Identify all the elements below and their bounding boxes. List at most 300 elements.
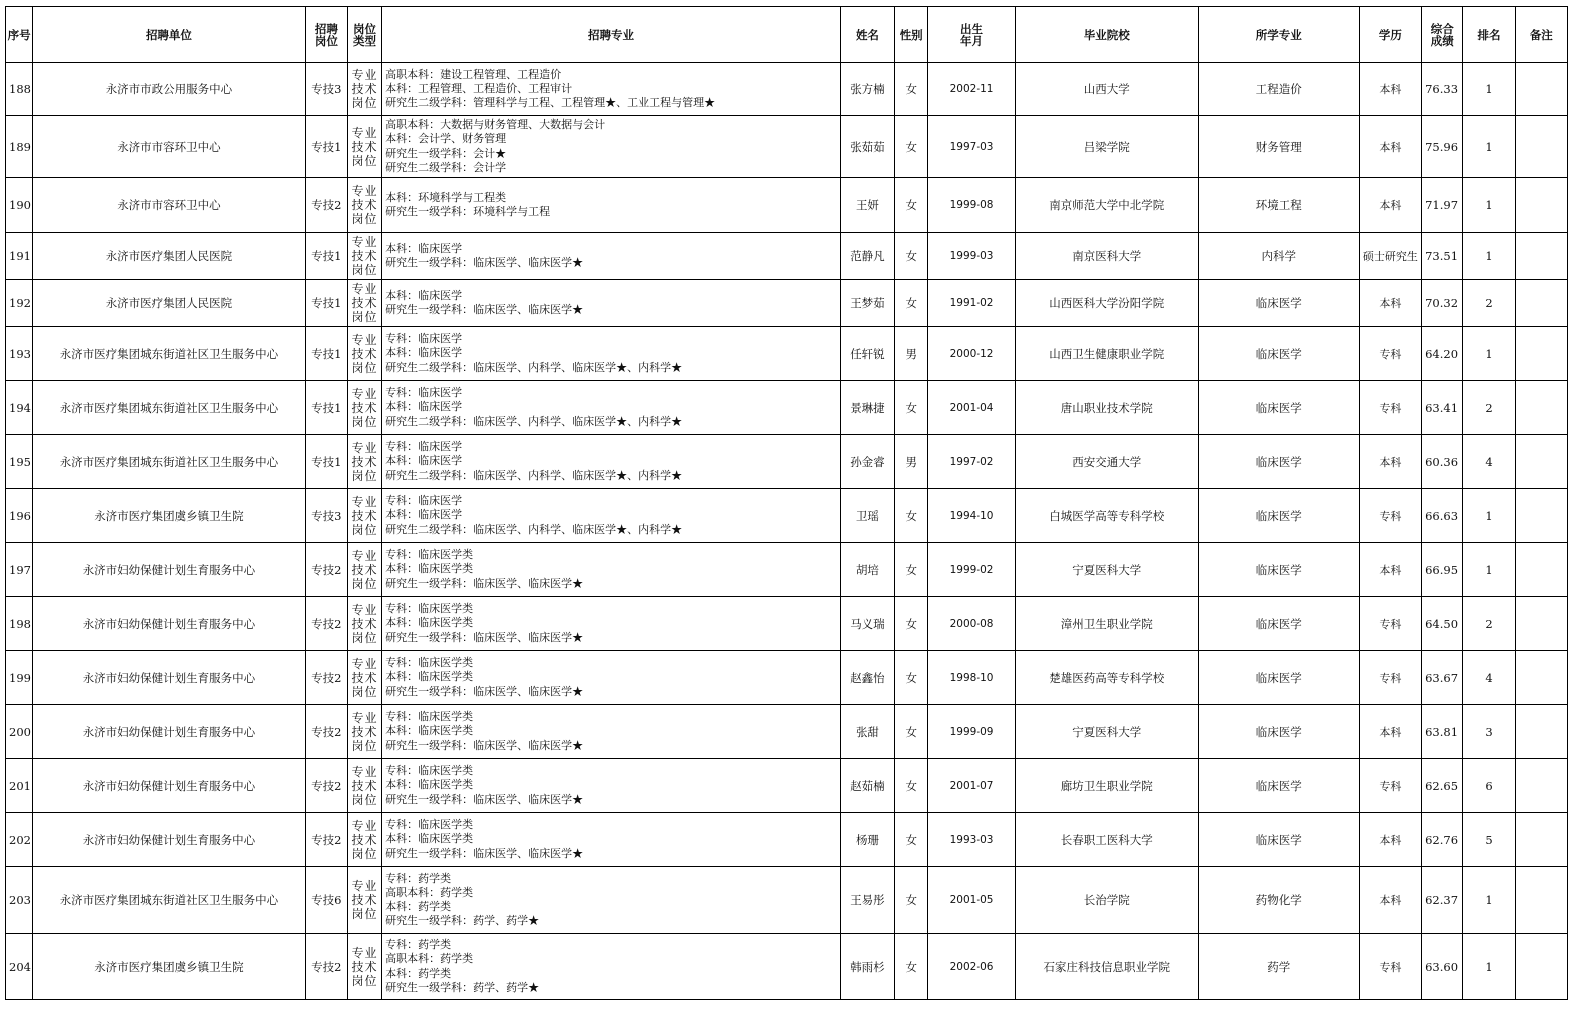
- cell-rank: 2: [1463, 381, 1515, 435]
- cell-seq: 197: [6, 543, 33, 597]
- cell-major: 工程造价: [1198, 63, 1359, 116]
- major-requirement-line: 研究生一级学科：会计★: [385, 146, 507, 160]
- table-row: [6, 178, 1568, 233]
- cell-note: [1515, 543, 1567, 597]
- cell-rank: 1: [1463, 116, 1515, 178]
- table-row: [6, 435, 1568, 489]
- cell-post-type: [347, 813, 381, 867]
- table-row: [6, 327, 1568, 381]
- major-requirement-line: 本科：会计学、财务管理: [385, 132, 507, 146]
- cell-school: 廊坊卫生职业学院: [1015, 759, 1198, 813]
- post-type-line: 岗位: [351, 684, 378, 699]
- cell-gender: 女: [895, 116, 928, 178]
- cell-post: 专技1: [305, 233, 347, 280]
- major-requirement-line: 高职本科：药学类: [385, 885, 474, 899]
- cell-birth: 1991-02: [928, 280, 1016, 327]
- post-type-line: 专业: [351, 282, 378, 296]
- cell-major-requirement: [382, 543, 841, 597]
- cell-name: 杨珊: [840, 813, 894, 867]
- header-score: 综合 成绩: [1422, 7, 1463, 63]
- cell-rank: 1: [1463, 178, 1515, 233]
- cell-name: 王妍: [840, 178, 894, 233]
- cell-rank: 2: [1463, 280, 1515, 327]
- cell-school: 山西大学: [1015, 63, 1198, 116]
- cell-major: 临床医学: [1198, 489, 1359, 543]
- cell-major: 临床医学: [1198, 813, 1359, 867]
- cell-major-requirement: [382, 435, 841, 489]
- cell-gender: 女: [895, 705, 928, 759]
- cell-rank: 3: [1463, 705, 1515, 759]
- cell-seq: 200: [6, 705, 33, 759]
- major-requirement-line: 高职本科：大数据与财务管理、大数据与会计: [385, 118, 606, 132]
- major-requirement-line: 研究生二级学科：临床医学、内科学、临床医学★、内科学★: [385, 414, 683, 428]
- major-requirement-line: 研究生一级学科：临床医学、临床医学★: [385, 256, 584, 269]
- header-school: 毕业院校: [1015, 7, 1198, 63]
- cell-education: 本科: [1359, 280, 1421, 327]
- cell-score: 62.37: [1422, 867, 1463, 934]
- cell-gender: 女: [895, 867, 928, 934]
- cell-note: [1515, 116, 1567, 178]
- cell-major-requirement: [382, 63, 841, 116]
- cell-post: 专技1: [305, 435, 347, 489]
- cell-rank: 6: [1463, 759, 1515, 813]
- cell-major-requirement: [382, 178, 841, 233]
- cell-major: 环境工程: [1198, 178, 1359, 233]
- cell-post: 专技2: [305, 597, 347, 651]
- cell-score: 63.41: [1422, 381, 1463, 435]
- major-requirement-line: 研究生一级学科：临床医学、临床医学★: [385, 684, 584, 698]
- major-requirement-line: 本科：临床医学: [385, 288, 463, 302]
- major-requirement-line: 专科：临床医学类: [385, 818, 474, 832]
- cell-major-requirement: [382, 597, 841, 651]
- cell-school: 南京医科大学: [1015, 233, 1198, 280]
- cell-seq: 198: [6, 597, 33, 651]
- cell-major: 内科学: [1198, 233, 1359, 280]
- cell-gender: 女: [895, 63, 928, 116]
- cell-post-type: [347, 178, 381, 233]
- post-type-line: 岗位: [351, 792, 378, 807]
- cell-rank: 1: [1463, 327, 1515, 381]
- major-requirement-line: 研究生二级学科：临床医学、内科学、临床医学★、内科学★: [385, 360, 683, 374]
- post-type-line: 技术: [351, 616, 378, 631]
- cell-note: [1515, 651, 1567, 705]
- cell-post: 专技2: [305, 705, 347, 759]
- major-requirement-line: 专科：临床医学: [385, 440, 463, 454]
- post-type-line: 技术: [351, 508, 378, 523]
- cell-note: [1515, 489, 1567, 543]
- cell-birth: 1999-02: [928, 543, 1016, 597]
- cell-note: [1515, 597, 1567, 651]
- cell-major-requirement: [382, 934, 841, 1000]
- cell-name: 王易彤: [840, 867, 894, 934]
- cell-major: 临床医学: [1198, 280, 1359, 327]
- cell-post: 专技1: [305, 116, 347, 178]
- major-requirement-line: 研究生一级学科：临床医学、临床医学★: [385, 738, 584, 752]
- cell-name: 赵茹楠: [840, 759, 894, 813]
- table-row: [6, 813, 1568, 867]
- cell-major-requirement: [382, 867, 841, 934]
- post-type-line: 专业: [351, 184, 378, 198]
- major-requirement-line: 本科：临床医学: [385, 241, 463, 255]
- post-type-line: 专业: [351, 548, 378, 563]
- cell-unit: 永济市妇幼保健计划生育服务中心: [33, 813, 306, 867]
- cell-post: 专技3: [305, 489, 347, 543]
- header-gender: 性别: [895, 7, 928, 63]
- cell-seq: 196: [6, 489, 33, 543]
- major-requirement-line: 本科：药学类: [385, 966, 452, 980]
- cell-education: 本科: [1359, 435, 1421, 489]
- cell-post: 专技2: [305, 543, 347, 597]
- cell-rank: 2: [1463, 597, 1515, 651]
- cell-note: [1515, 934, 1567, 1000]
- table-row: [6, 597, 1568, 651]
- cell-post: 专技2: [305, 759, 347, 813]
- cell-post-type: [347, 597, 381, 651]
- major-requirement-line: 研究生二级学科：临床医学、内科学、临床医学★、内科学★: [385, 468, 683, 482]
- post-type-line: 岗位: [351, 907, 378, 921]
- header-seq: 序号: [6, 7, 33, 63]
- cell-school: 吕梁学院: [1015, 116, 1198, 178]
- header-row: [6, 7, 1568, 63]
- cell-education: 本科: [1359, 813, 1421, 867]
- post-type-line: 岗位: [351, 414, 378, 429]
- table-row: [6, 934, 1568, 1000]
- cell-seq: 188: [6, 63, 33, 116]
- cell-unit: 永济市妇幼保健计划生育服务中心: [33, 759, 306, 813]
- cell-rank: 1: [1463, 867, 1515, 934]
- cell-rank: 4: [1463, 435, 1515, 489]
- major-requirement-line: 专科：临床医学类: [385, 548, 474, 562]
- cell-score: 66.95: [1422, 543, 1463, 597]
- cell-major-requirement: [382, 381, 841, 435]
- post-type-line: 技术: [351, 454, 378, 469]
- cell-birth: 1999-03: [928, 233, 1016, 280]
- major-requirement-line: 研究生一级学科：临床医学、临床医学★: [385, 792, 584, 806]
- cell-major-requirement: [382, 116, 841, 178]
- cell-major-requirement: [382, 327, 841, 381]
- cell-seq: 191: [6, 233, 33, 280]
- cell-note: [1515, 435, 1567, 489]
- cell-note: [1515, 813, 1567, 867]
- post-type-line: 专业: [351, 235, 378, 249]
- cell-seq: 192: [6, 280, 33, 327]
- post-type-line: 专业: [351, 879, 378, 893]
- cell-post-type: [347, 759, 381, 813]
- cell-seq: 193: [6, 327, 33, 381]
- post-type-line: 技术: [351, 198, 378, 212]
- cell-note: [1515, 280, 1567, 327]
- cell-score: 63.81: [1422, 705, 1463, 759]
- cell-major: 药物化学: [1198, 867, 1359, 934]
- post-type-line: 岗位: [351, 263, 378, 277]
- cell-post-type: [347, 543, 381, 597]
- cell-unit: 永济市医疗集团城东街道社区卫生服务中心: [33, 381, 306, 435]
- cell-rank: 1: [1463, 233, 1515, 280]
- cell-major: 临床医学: [1198, 705, 1359, 759]
- post-type-line: 专业: [351, 945, 378, 960]
- cell-education: 本科: [1359, 705, 1421, 759]
- cell-birth: 1998-10: [928, 651, 1016, 705]
- cell-major-requirement: [382, 233, 841, 280]
- cell-education: 专科: [1359, 381, 1421, 435]
- major-requirement-line: 本科：环境科学与工程类: [385, 190, 507, 204]
- post-type-line: 技术: [351, 139, 378, 154]
- cell-unit: 永济市市容环卫中心: [33, 178, 306, 233]
- post-type-line: 专业: [351, 818, 378, 833]
- cell-score: 63.60: [1422, 934, 1463, 1000]
- cell-gender: 女: [895, 489, 928, 543]
- cell-note: [1515, 705, 1567, 759]
- major-requirement-line: 研究生一级学科：临床医学、临床医学★: [385, 846, 584, 860]
- cell-major: 财务管理: [1198, 116, 1359, 178]
- cell-birth: 2002-06: [928, 934, 1016, 1000]
- major-requirement-line: 研究生一级学科：临床医学、临床医学★: [385, 576, 584, 590]
- major-requirement-line: 研究生一级学科：临床医学、临床医学★: [385, 303, 584, 316]
- cell-school: 宁夏医科大学: [1015, 705, 1198, 759]
- cell-post-type: [347, 705, 381, 759]
- post-type-line: 专业: [351, 602, 378, 617]
- cell-post: 专技2: [305, 813, 347, 867]
- cell-seq: 189: [6, 116, 33, 178]
- cell-note: [1515, 381, 1567, 435]
- major-requirement-line: 本科：工程管理、工程造价、工程审计: [385, 81, 573, 95]
- cell-score: 71.97: [1422, 178, 1463, 233]
- post-type-line: 岗位: [351, 522, 378, 537]
- major-requirement-line: 专科：临床医学类: [385, 656, 474, 670]
- cell-name: 卫瑶: [840, 489, 894, 543]
- cell-gender: 女: [895, 759, 928, 813]
- header-birth: 出生 年月: [928, 7, 1016, 63]
- cell-unit: 永济市医疗集团人民医院: [33, 280, 306, 327]
- cell-education: 本科: [1359, 867, 1421, 934]
- post-type-line: 技术: [351, 400, 378, 415]
- post-type-line: 岗位: [351, 360, 378, 375]
- cell-education: 硕士研究生: [1359, 233, 1421, 280]
- table-row: [6, 489, 1568, 543]
- cell-seq: 204: [6, 934, 33, 1000]
- cell-post: 专技6: [305, 867, 347, 934]
- major-requirement-line: 研究生一级学科：临床医学、临床医学★: [385, 630, 584, 644]
- cell-birth: 2000-08: [928, 597, 1016, 651]
- header-name: 姓名: [840, 7, 894, 63]
- cell-score: 76.33: [1422, 63, 1463, 116]
- major-requirement-line: 专科：临床医学: [385, 386, 463, 400]
- major-requirement-line: 专科：药学类: [385, 938, 452, 952]
- post-type-line: 技术: [351, 724, 378, 739]
- cell-major: 临床医学: [1198, 327, 1359, 381]
- table-row: [6, 233, 1568, 280]
- post-type-line: 技术: [351, 346, 378, 361]
- post-type-line: 岗位: [351, 96, 378, 110]
- cell-score: 60.36: [1422, 435, 1463, 489]
- major-requirement-line: 本科：临床医学类: [385, 724, 474, 738]
- post-type-line: 技术: [351, 296, 378, 310]
- cell-unit: 永济市市政公用服务中心: [33, 63, 306, 116]
- header-post-type: 岗位 类型: [347, 7, 381, 63]
- cell-note: [1515, 63, 1567, 116]
- table-row: [6, 705, 1568, 759]
- cell-unit: 永济市医疗集团城东街道社区卫生服务中心: [33, 435, 306, 489]
- table-row: [6, 759, 1568, 813]
- header-post: 招聘 岗位: [305, 7, 347, 63]
- cell-birth: 1997-03: [928, 116, 1016, 178]
- post-type-line: 专业: [351, 764, 378, 779]
- header-major-requirement: 招聘专业: [382, 7, 841, 63]
- major-requirement-line: 专科：临床医学类: [385, 764, 474, 778]
- post-type-line: 岗位: [351, 846, 378, 861]
- cell-birth: 2001-04: [928, 381, 1016, 435]
- post-type-line: 技术: [351, 82, 378, 96]
- cell-post-type: [347, 651, 381, 705]
- cell-unit: 永济市妇幼保健计划生育服务中心: [33, 651, 306, 705]
- cell-rank: 4: [1463, 651, 1515, 705]
- cell-score: 62.65: [1422, 759, 1463, 813]
- cell-name: 韩雨杉: [840, 934, 894, 1000]
- header-unit: 招聘单位: [33, 7, 306, 63]
- cell-birth: 2000-12: [928, 327, 1016, 381]
- major-requirement-line: 本科：临床医学类: [385, 562, 474, 576]
- post-type-line: 专业: [351, 710, 378, 725]
- cell-unit: 永济市妇幼保健计划生育服务中心: [33, 597, 306, 651]
- cell-unit: 永济市医疗集团虞乡镇卫生院: [33, 934, 306, 1000]
- cell-education: 专科: [1359, 489, 1421, 543]
- post-type-line: 专业: [351, 386, 378, 401]
- cell-name: 马义瑞: [840, 597, 894, 651]
- major-requirement-line: 专科：临床医学类: [385, 602, 474, 616]
- major-requirement-line: 本科：临床医学类: [385, 616, 474, 630]
- post-type-line: 技术: [351, 249, 378, 263]
- cell-gender: 男: [895, 435, 928, 489]
- post-type-line: 岗位: [351, 468, 378, 483]
- cell-post-type: [347, 867, 381, 934]
- cell-post-type: [347, 63, 381, 116]
- cell-school: 石家庄科技信息职业学院: [1015, 934, 1198, 1000]
- cell-seq: 201: [6, 759, 33, 813]
- cell-education: 专科: [1359, 651, 1421, 705]
- cell-major: 临床医学: [1198, 435, 1359, 489]
- post-type-line: 技术: [351, 832, 378, 847]
- cell-post-type: [347, 489, 381, 543]
- cell-birth: 1999-09: [928, 705, 1016, 759]
- cell-school: 唐山职业技术学院: [1015, 381, 1198, 435]
- cell-major-requirement: [382, 759, 841, 813]
- cell-major-requirement: [382, 280, 841, 327]
- major-requirement-line: 研究生一级学科：药学、药学★: [385, 980, 540, 994]
- cell-post-type: [347, 381, 381, 435]
- cell-rank: 1: [1463, 489, 1515, 543]
- cell-rank: 5: [1463, 813, 1515, 867]
- recruitment-results-table: [5, 6, 1568, 1000]
- cell-seq: 190: [6, 178, 33, 233]
- cell-name: 孙金睿: [840, 435, 894, 489]
- cell-note: [1515, 233, 1567, 280]
- table-row: [6, 867, 1568, 934]
- post-type-line: 岗位: [351, 212, 378, 226]
- cell-seq: 203: [6, 867, 33, 934]
- cell-name: 赵鑫怡: [840, 651, 894, 705]
- post-type-line: 专业: [351, 332, 378, 347]
- cell-gender: 男: [895, 327, 928, 381]
- cell-school: 白城医学高等专科学校: [1015, 489, 1198, 543]
- cell-note: [1515, 867, 1567, 934]
- cell-post: 专技3: [305, 63, 347, 116]
- cell-post-type: [347, 116, 381, 178]
- major-requirement-line: 研究生一级学科：环境科学与工程: [385, 205, 551, 218]
- post-type-line: 岗位: [351, 310, 378, 324]
- major-requirement-line: 研究生二级学科：管理科学与工程、工程管理★、工业工程与管理★: [385, 96, 716, 110]
- cell-school: 长治学院: [1015, 867, 1198, 934]
- cell-unit: 永济市医疗集团虞乡镇卫生院: [33, 489, 306, 543]
- cell-name: 景琳捷: [840, 381, 894, 435]
- post-type-line: 技术: [351, 959, 378, 974]
- cell-unit: 永济市妇幼保健计划生育服务中心: [33, 543, 306, 597]
- major-requirement-line: 本科：临床医学: [385, 400, 463, 414]
- cell-education: 本科: [1359, 178, 1421, 233]
- cell-major-requirement: [382, 489, 841, 543]
- cell-note: [1515, 759, 1567, 813]
- cell-school: 漳州卫生职业学院: [1015, 597, 1198, 651]
- cell-score: 62.76: [1422, 813, 1463, 867]
- cell-post-type: [347, 435, 381, 489]
- cell-post-type: [347, 280, 381, 327]
- cell-gender: 女: [895, 813, 928, 867]
- cell-name: 王梦茹: [840, 280, 894, 327]
- cell-seq: 194: [6, 381, 33, 435]
- major-requirement-line: 研究生一级学科：药学、药学★: [385, 914, 540, 928]
- cell-post: 专技2: [305, 651, 347, 705]
- cell-education: 专科: [1359, 934, 1421, 1000]
- cell-gender: 女: [895, 280, 928, 327]
- header-note: 备注: [1515, 7, 1567, 63]
- cell-education: 专科: [1359, 759, 1421, 813]
- cell-unit: 永济市医疗集团城东街道社区卫生服务中心: [33, 327, 306, 381]
- cell-school: 楚雄医药高等专科学校: [1015, 651, 1198, 705]
- cell-post-type: [347, 327, 381, 381]
- cell-score: 64.50: [1422, 597, 1463, 651]
- major-requirement-line: 本科：临床医学类: [385, 832, 474, 846]
- cell-post-type: [347, 934, 381, 1000]
- major-requirement-line: 本科：临床医学: [385, 508, 463, 522]
- cell-birth: 2001-07: [928, 759, 1016, 813]
- cell-score: 75.96: [1422, 116, 1463, 178]
- header-major: 所学专业: [1198, 7, 1359, 63]
- header-rank: 排名: [1463, 7, 1515, 63]
- post-type-line: 岗位: [351, 630, 378, 645]
- major-requirement-line: 高职本科：建设工程管理、工程造价: [385, 67, 562, 81]
- cell-school: 山西医科大学汾阳学院: [1015, 280, 1198, 327]
- cell-name: 张方楠: [840, 63, 894, 116]
- cell-unit: 永济市医疗集团人民医院: [33, 233, 306, 280]
- cell-birth: 2001-05: [928, 867, 1016, 934]
- cell-seq: 195: [6, 435, 33, 489]
- cell-unit: 永济市市容环卫中心: [33, 116, 306, 178]
- cell-education: 本科: [1359, 63, 1421, 116]
- cell-major: 临床医学: [1198, 543, 1359, 597]
- cell-school: 宁夏医科大学: [1015, 543, 1198, 597]
- cell-major-requirement: [382, 705, 841, 759]
- cell-name: 范静凡: [840, 233, 894, 280]
- post-type-line: 技术: [351, 893, 378, 907]
- cell-gender: 女: [895, 178, 928, 233]
- cell-name: 胡培: [840, 543, 894, 597]
- cell-school: 长春职工医科大学: [1015, 813, 1198, 867]
- cell-score: 70.32: [1422, 280, 1463, 327]
- cell-school: 山西卫生健康职业学院: [1015, 327, 1198, 381]
- major-requirement-line: 本科：临床医学: [385, 454, 463, 468]
- major-requirement-line: 高职本科：药学类: [385, 952, 474, 966]
- table-row: [6, 543, 1568, 597]
- post-type-line: 专业: [351, 68, 378, 82]
